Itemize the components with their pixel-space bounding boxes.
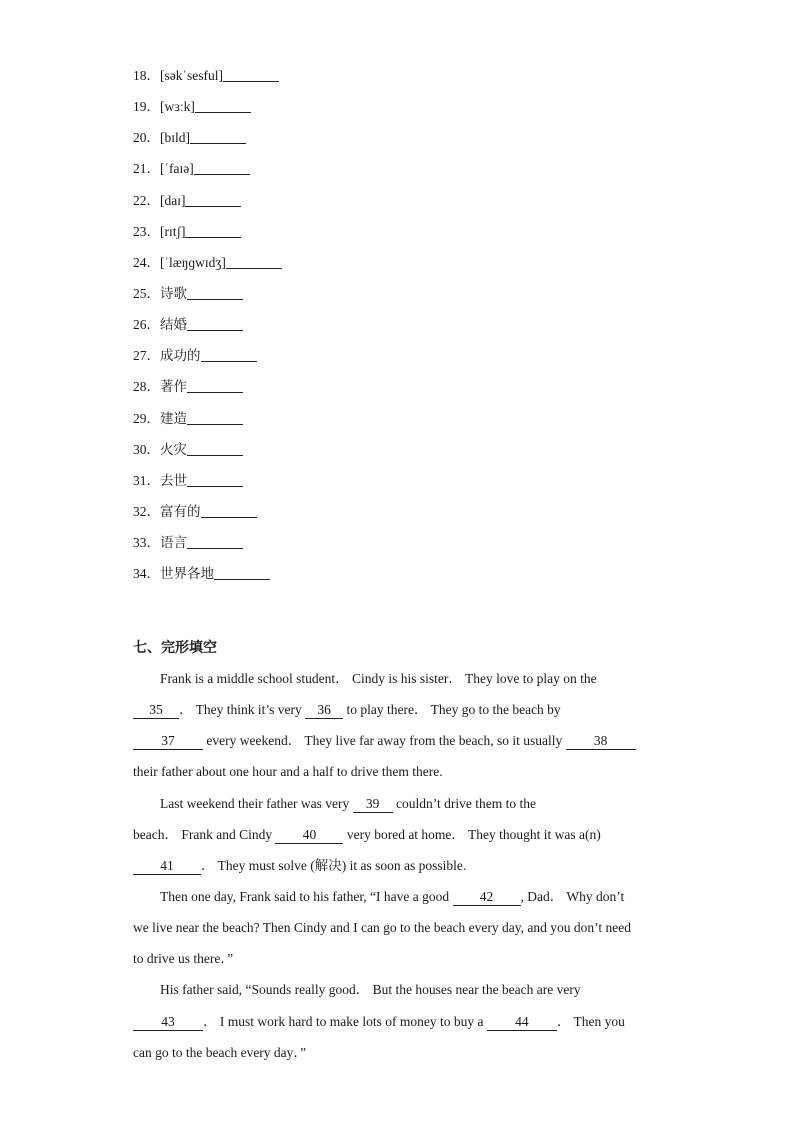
blank-43[interactable]: 43 <box>133 1013 203 1031</box>
passage-text: to drive us there．” <box>133 951 234 967</box>
passage-line <box>133 1011 663 1042</box>
question-prompt: [bɪld] <box>160 130 190 146</box>
vocab-item <box>133 97 693 128</box>
passage-text: very bored at home． They thought it was a(n) <box>346 826 601 842</box>
passage-line <box>133 793 663 824</box>
passage-line <box>133 699 663 730</box>
blank-40[interactable]: 40 <box>275 826 343 844</box>
vocab-item <box>133 346 693 377</box>
question-number: 24． <box>133 254 160 270</box>
question-number: 23． <box>133 223 160 239</box>
question-prompt: 成功的 <box>160 348 201 364</box>
question-prompt: [ˈfaɪə] <box>160 161 194 177</box>
question-prompt: [səkˈsesful] <box>160 68 223 83</box>
passage-line <box>133 668 663 699</box>
question-number: 28． <box>133 379 160 395</box>
passage-line <box>133 979 663 1010</box>
answer-blank[interactable] <box>195 98 251 113</box>
passage-line <box>133 730 663 761</box>
passage-text: their father about one hour and a half to drive them there. <box>133 764 443 780</box>
vocab-item <box>133 159 693 190</box>
question-prompt: 去世 <box>160 472 187 488</box>
vocab-item <box>133 440 693 471</box>
question-number: 33． <box>133 535 160 551</box>
question-number: 32． <box>133 503 160 519</box>
answer-blank[interactable] <box>187 441 243 456</box>
question-number: 20． <box>133 130 160 146</box>
answer-blank[interactable] <box>187 316 243 331</box>
passage-line <box>133 761 663 792</box>
answer-blank[interactable] <box>201 503 257 518</box>
passage-line <box>133 917 663 948</box>
passage-text: ． I must work hard to make lots of money to buy a <box>203 1013 484 1029</box>
vocab-item <box>133 284 693 315</box>
answer-blank[interactable] <box>187 410 243 425</box>
vocab-item <box>133 222 693 253</box>
answer-blank[interactable] <box>187 472 243 487</box>
vocab-item <box>133 471 693 502</box>
passage-text: to play there． They go to the beach by <box>346 702 561 718</box>
vocab-item <box>133 191 693 222</box>
answer-blank[interactable] <box>185 192 241 207</box>
question-prompt: 世界各地 <box>160 566 214 582</box>
question-prompt: [rɪtʃ] <box>160 223 186 239</box>
passage-line <box>133 1042 663 1073</box>
vocab-item <box>133 533 693 564</box>
vocab-item <box>133 564 693 595</box>
answer-blank[interactable] <box>187 378 243 393</box>
question-number: 34． <box>133 566 160 582</box>
vocab-item <box>133 377 693 408</box>
passage-text: , Dad． Why don’t <box>520 888 625 904</box>
question-prompt: 富有的 <box>160 503 201 519</box>
question-number: 21． <box>133 161 160 177</box>
vocab-item <box>133 315 693 346</box>
answer-blank[interactable] <box>214 565 270 580</box>
question-number: 25． <box>133 285 160 301</box>
answer-blank[interactable] <box>226 254 282 269</box>
answer-blank[interactable] <box>223 67 279 82</box>
passage-text: Last weekend their father was very <box>160 795 350 811</box>
blank-35[interactable]: 35 <box>133 701 179 719</box>
vocab-item <box>133 409 693 440</box>
question-prompt: [ˈlæŋɡwɪdʒ] <box>160 254 226 270</box>
vocab-item <box>133 502 693 533</box>
passage-line <box>133 886 663 917</box>
passage-text: can go to the beach every day．” <box>133 1044 307 1060</box>
passage-line <box>133 855 663 886</box>
answer-blank[interactable] <box>201 347 257 362</box>
question-prompt: 火灾 <box>160 441 187 457</box>
vocabulary-list <box>133 66 693 595</box>
blank-38[interactable]: 38 <box>566 732 636 750</box>
answer-blank[interactable] <box>187 285 243 300</box>
section-title: 七、完形填空 <box>133 640 217 656</box>
question-prompt: 结婚 <box>160 317 187 333</box>
vocab-item <box>133 253 693 284</box>
blank-42[interactable]: 42 <box>453 888 521 906</box>
question-prompt: 建造 <box>160 410 187 426</box>
question-prompt: 语言 <box>160 535 187 551</box>
answer-blank[interactable] <box>187 534 243 549</box>
question-number: 27． <box>133 348 160 364</box>
question-prompt: 著作 <box>160 379 187 395</box>
answer-blank[interactable] <box>185 223 241 238</box>
vocab-item <box>133 66 693 97</box>
passage-text: couldn’t drive them to the <box>396 795 537 811</box>
blank-41[interactable]: 41 <box>133 857 201 875</box>
question-number: 19． <box>133 99 160 115</box>
passage-line <box>133 824 663 855</box>
question-number: 26． <box>133 317 160 333</box>
passage-text: His father said, “Sounds really good． But the houses near the beach are very <box>160 982 581 998</box>
passage-text: ． They think it’s very <box>179 702 302 718</box>
vocab-item <box>133 128 693 159</box>
passage-text: every weekend． They live far away from the beach, so it usually <box>206 733 563 749</box>
question-number: 22． <box>133 192 160 208</box>
passage-text: Then one day, Frank said to his father, “I have a good <box>160 888 450 904</box>
answer-blank[interactable] <box>194 160 250 175</box>
passage-text: ． They must solve (解决) it as soon as possible. <box>201 857 467 873</box>
passage-text: ． Then you <box>556 1013 625 1029</box>
question-number: 18． <box>133 68 160 83</box>
passage-line <box>133 948 663 979</box>
blank-36[interactable]: 36 <box>305 701 343 719</box>
question-prompt: [daɪ] <box>160 192 186 208</box>
answer-blank[interactable] <box>190 129 246 144</box>
passage-text: Frank is a middle school student． Cindy is his sister． They love to play on the <box>160 671 597 686</box>
question-prompt: 诗歌 <box>160 285 187 301</box>
question-prompt: [wɜːk] <box>160 99 195 115</box>
blank-39[interactable]: 39 <box>353 795 393 813</box>
passage-text: we live near the beach? Then Cindy and I can go to the beach every day, and you don’t need <box>133 920 631 936</box>
passage-text: beach． Frank and Cindy <box>133 826 273 842</box>
cloze-passage <box>133 668 663 1073</box>
question-number: 30． <box>133 441 160 457</box>
question-number: 29． <box>133 410 160 426</box>
blank-37[interactable]: 37 <box>133 732 203 750</box>
question-number: 31． <box>133 472 160 488</box>
blank-44[interactable]: 44 <box>487 1013 557 1031</box>
